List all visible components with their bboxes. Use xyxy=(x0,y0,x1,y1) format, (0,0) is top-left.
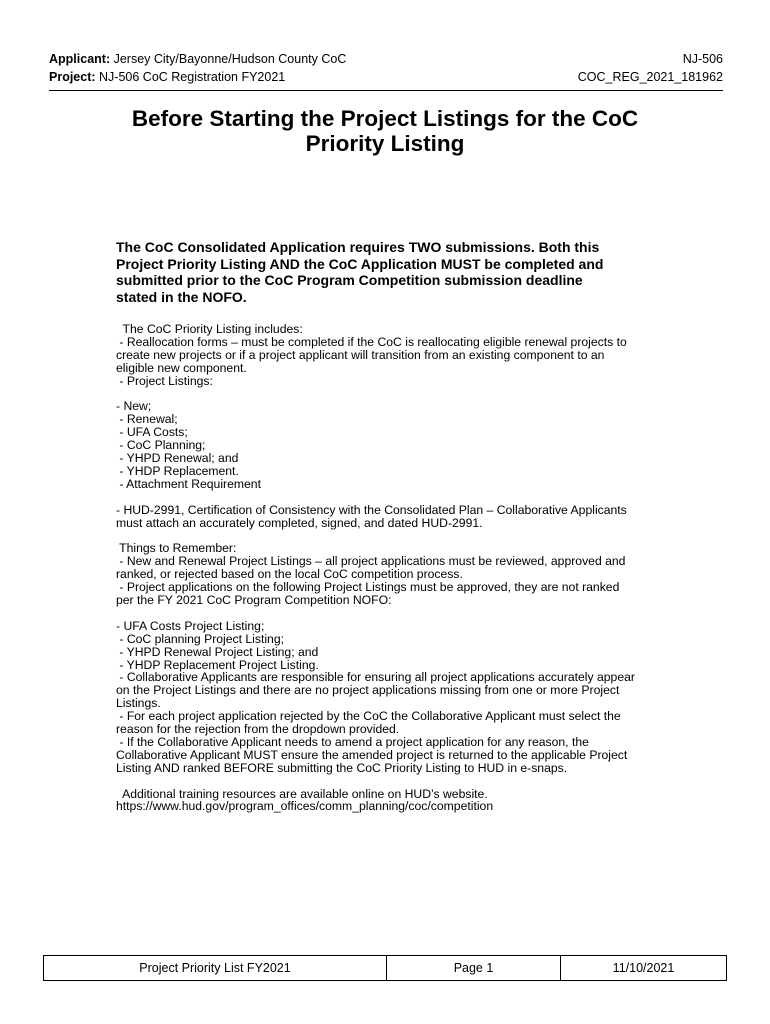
body-line: - Reallocation forms – must be completed if the CoC is reallocating eligible renewal projects to xyxy=(116,334,627,349)
footer-page-number: Page 1 xyxy=(387,956,561,980)
body-line: must attach an accurately completed, signed, and dated HUD-2991. xyxy=(116,515,483,530)
body-line: - If the Collaborative Applicant needs to amend a project application for any reason, the xyxy=(116,734,589,749)
body-line: Additional training resources are available online on HUD’s website. xyxy=(116,786,488,801)
project-label: Project: xyxy=(49,70,96,84)
body-line: Listing AND ranked BEFORE submitting the CoC Priority Listing to HUD in e-snaps. xyxy=(116,760,568,775)
project-value: NJ-506 CoC Registration FY2021 xyxy=(99,70,286,84)
paragraph-gap xyxy=(116,775,656,788)
page-footer xyxy=(43,955,727,981)
body-line: reason for the rejection from the dropdown provided. xyxy=(116,722,400,737)
body-line: on the Project Listings and there are no project applications missing from one or more Project xyxy=(116,683,620,698)
page-header xyxy=(49,50,723,86)
body-line: https://www.hud.gov/program_offices/comm_planning/coc/competition xyxy=(116,799,494,814)
intro-line: stated in the NOFO. xyxy=(116,288,247,305)
body-line: Things to Remember: xyxy=(116,541,237,556)
body-line: - Project applications on the following Project Listings must be approved, they are not ranked xyxy=(116,580,620,595)
body-line: eligible new component. xyxy=(116,360,247,375)
body-line: - For each project application rejected by the CoC the Collaborative Applicant must select the xyxy=(116,709,621,724)
body-line: - HUD-2991, Certification of Consistency with the Consolidated Plan – Collaborative Applicants xyxy=(116,502,627,517)
header-row-applicant xyxy=(49,50,723,68)
body-line: - Renewal; xyxy=(116,412,178,427)
body-line: ranked, or rejected based on the local CoC competition process. xyxy=(116,567,463,582)
paragraph-gap xyxy=(116,491,656,504)
body-line: - CoC planning Project Listing; xyxy=(116,631,285,646)
body-line: - New; xyxy=(116,399,152,414)
body-line: - UFA Costs Project Listing; xyxy=(116,618,265,633)
body-line: The CoC Priority Listing includes: xyxy=(116,322,303,336)
intro-paragraph xyxy=(116,239,656,305)
body-line: - CoC Planning; xyxy=(116,438,206,453)
project-field xyxy=(49,68,285,86)
body-line: - New and Renewal Project Listings – all project applications must be reviewed, approved and xyxy=(116,554,626,569)
title-line-2: Priority Listing xyxy=(305,131,465,156)
body-line: - YHDP Replacement. xyxy=(116,463,239,478)
header-row-project xyxy=(49,68,723,86)
page-title xyxy=(60,106,710,156)
intro-line: Project Priority Listing AND the CoC Application MUST be completed and xyxy=(116,255,604,272)
body-line: - UFA Costs; xyxy=(116,425,188,440)
title-line-1: Before Starting the Project Listings for the CoC xyxy=(131,106,639,131)
paragraph-gap xyxy=(116,607,656,620)
body-line: - Project Listings: xyxy=(116,373,213,388)
footer-date: 11/10/2021 xyxy=(612,961,675,975)
registration-id: COC_REG_2021_181962 xyxy=(577,70,723,84)
body-line: - Attachment Requirement xyxy=(116,476,261,491)
body-line: - Collaborative Applicants are responsible for ensuring all project applications accurately appear xyxy=(116,670,635,685)
body-line: - YHPD Renewal Project Listing; and xyxy=(116,644,319,659)
intro-line: submitted prior to the CoC Program Competition submission deadline xyxy=(116,272,583,288)
footer-doc-name: Project Priority List FY2021 xyxy=(44,956,387,980)
body-line: Collaborative Applicant MUST ensure the amended project is returned to the applicable Project xyxy=(116,747,628,762)
body-line: - YHDP Replacement Project Listing. xyxy=(116,657,319,672)
body-line: - YHPD Renewal; and xyxy=(116,451,239,466)
applicant-label: Applicant: xyxy=(49,52,111,66)
header-divider xyxy=(49,90,723,91)
intro-line: The CoC Consolidated Application requires TWO submissions. Both this xyxy=(116,239,600,255)
applicant-value: Jersey City/Bayonne/Hudson County CoC xyxy=(113,52,347,66)
paragraph-gap xyxy=(116,388,656,401)
body-line: Listings. xyxy=(116,696,161,711)
body-line: per the FY 2021 CoC Program Competition NOFO: xyxy=(116,592,392,607)
instructions-body xyxy=(116,323,656,813)
coc-code: NJ-506 xyxy=(682,52,723,66)
applicant-field xyxy=(49,50,346,68)
body-line: create new projects or if a project applicant will transition from an existing component to an xyxy=(116,347,605,362)
